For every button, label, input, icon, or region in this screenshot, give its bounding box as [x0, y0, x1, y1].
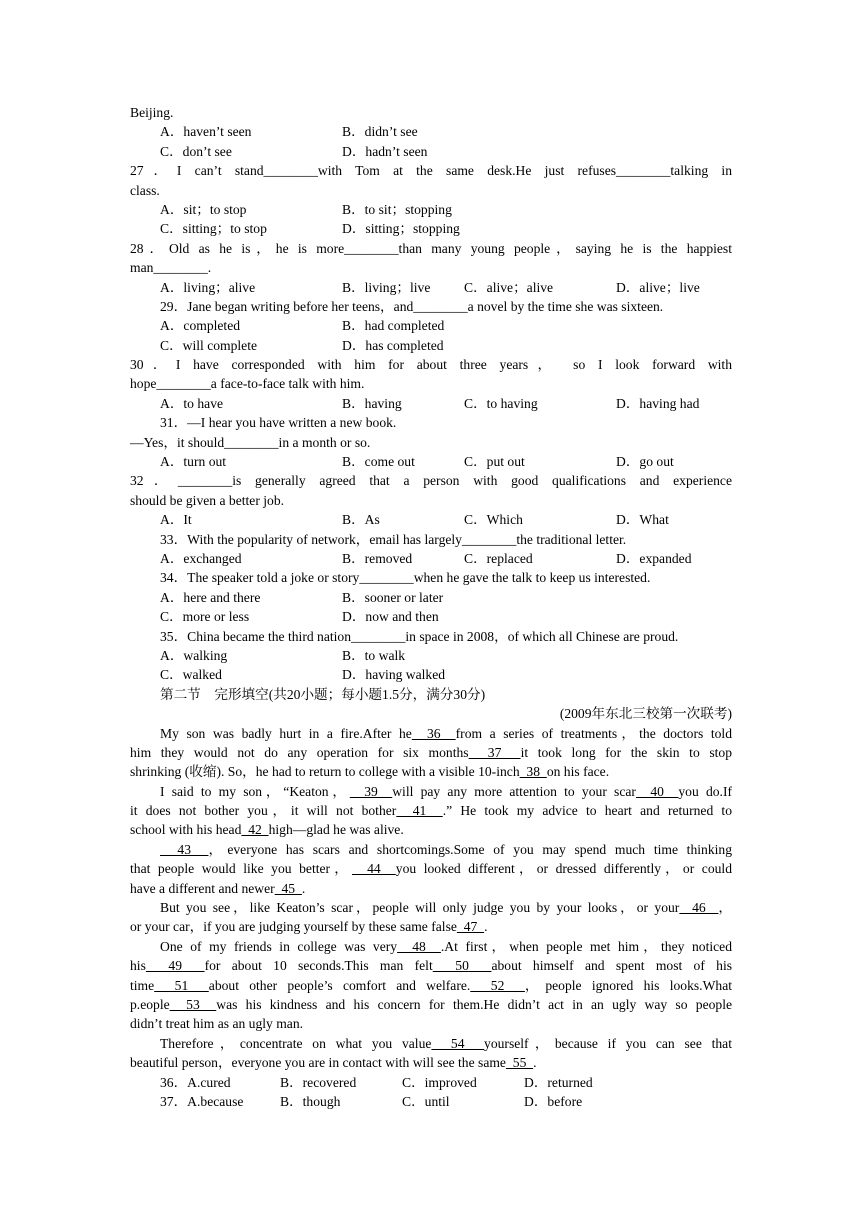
option-text: 37．A.because [160, 1093, 244, 1109]
source-note: (2009年东北三校第一次联考) [559, 706, 732, 722]
text-line: 28．Old as he is，he is more________than many young people，saying he is the happiest [130, 240, 732, 256]
blank-number: 43 [160, 841, 209, 857]
option-text: A．exchanged [160, 550, 242, 566]
blank-number: 53 [169, 996, 217, 1012]
option-text: B．to walk [342, 647, 406, 663]
options-row [130, 219, 732, 238]
text-line: class. [130, 182, 160, 198]
option-text: B．to sit；stopping [342, 201, 452, 217]
blank-number: 40 [635, 783, 679, 799]
option-text: B．had completed [342, 318, 445, 334]
option-text: B．removed [342, 550, 413, 566]
option-text: B．didn’t see [342, 124, 418, 140]
options-row [130, 336, 732, 355]
options-row [130, 122, 732, 141]
options-row [130, 316, 732, 335]
option-text: C．to having [464, 395, 538, 411]
option-text: D．having had [616, 395, 700, 411]
text-line: 30．I have corresponded with him for about three years， so I look forward with [130, 357, 732, 373]
option-text: A．to have [160, 395, 224, 411]
option-text: D．now and then [342, 609, 439, 625]
option-text: B．recovered [280, 1074, 357, 1090]
option-text: B．come out [342, 454, 415, 470]
text-line: it does not bother you，it will not bother 41 .” He took my advice to heart and returned to [130, 803, 732, 819]
text-line: —Yes，it should________in a month or so. [130, 434, 371, 450]
option-text: D．having walked [342, 667, 446, 683]
option-text: D．returned [524, 1074, 593, 1090]
options-row [130, 588, 732, 607]
option-text: B．though [280, 1093, 341, 1109]
blank-number: 50 [432, 958, 492, 974]
option-text: B．having [342, 395, 402, 411]
question-line: 31．—I hear you have written a new book. [160, 415, 397, 431]
options-row [130, 510, 732, 529]
option-text: C．sitting；to stop [160, 221, 267, 237]
options-row [130, 665, 732, 684]
blank-number: 51 [154, 977, 209, 993]
option-text: A．living；alive [160, 279, 256, 295]
option-text: C．will complete [160, 337, 258, 353]
option-text: C．improved [402, 1074, 477, 1090]
blank-number: 55 [505, 1055, 534, 1071]
paragraph-line: I said to my son，“Keaton， 39 will pay any more attention to your scar 40 you do.If [160, 783, 732, 799]
text-line: 32．________is generally agreed that a person with good qualifications and experience [130, 473, 732, 489]
blank-number: 37 [468, 744, 521, 760]
text-line: Beijing. [130, 105, 174, 120]
option-text: D．hadn’t seen [342, 143, 428, 159]
option-text: C．alive；alive [464, 279, 554, 295]
blank-number: 54 [431, 1035, 485, 1051]
text-line: time 51 about other people’s comfort and welfare. 52 ，people ignored his looks.What [130, 977, 732, 993]
blank-number: 36 [411, 725, 456, 741]
question-line: 第二节 完形填空(共20小题；每小题1.5分，满分30分) [160, 686, 486, 702]
options-row [130, 1092, 732, 1111]
options-row [130, 549, 732, 568]
option-text: D．has completed [342, 337, 444, 353]
options-row [130, 394, 732, 413]
options-row [130, 142, 732, 161]
options-row [130, 452, 732, 471]
option-text: B．sooner or later [342, 589, 444, 605]
question-line: 35．China became the third nation________in space in 2008，of which all Chinese are proud. [160, 628, 679, 644]
blank-number: 44 [351, 861, 396, 877]
paragraph-line: 43 ，everyone has scars and shortcomings.Some of you may spend much time thinking [160, 841, 732, 857]
question-line: 34．The speaker told a joke or story________when he gave the talk to keep us interested. [160, 570, 651, 586]
option-text: A．completed [160, 318, 241, 334]
text-line: man________. [130, 260, 212, 276]
blank-number: 45 [274, 880, 302, 896]
option-text: A．turn out [160, 454, 227, 470]
option-text: C．walked [160, 667, 222, 683]
option-text: 36．A.cured [160, 1074, 231, 1090]
option-text: A．walking [160, 647, 228, 663]
question-line: 33．With the popularity of network，email has largely________the traditional letter. [160, 531, 627, 547]
text-line: that people would like you better， 44 you looked different，or dressed differently，or could [130, 861, 732, 877]
option-text: C．put out [464, 454, 525, 470]
text-line: his 49 for about 10 seconds.This man felt 50 about himself and spent most of his [130, 958, 732, 974]
option-text: A．It [160, 512, 192, 528]
blank-number: 39 [349, 783, 393, 799]
question-line: 29．Jane began writing before her teens，and________a novel by the time she was sixteen. [160, 298, 664, 314]
option-text: D．before [524, 1093, 583, 1109]
paragraph-line: My son was badly hurt in a fire.After he 36 from a series of treatments，the doctors told [160, 725, 732, 741]
option-text: C．Which [464, 512, 523, 528]
text-line: school with his head 42 high—glad he was alive. [130, 822, 404, 838]
paragraph-line: But you see，like Keaton’s scar，people will only judge you by your looks，or your 46 ， [160, 900, 732, 916]
text-line: him they would not do any operation for six months 37 it took long for the skin to stop [130, 744, 732, 760]
blank-number: 42 [241, 822, 269, 838]
text-line: 27．I can’t stand________with Tom at the same desk.He just refuses________talking in [130, 163, 732, 179]
option-text: D．go out [616, 454, 674, 470]
option-text: D．What [616, 512, 669, 528]
text-line: beautiful person，everyone you are in contact with will see the same 55 . [130, 1055, 537, 1071]
options-row [130, 278, 732, 297]
blank-number: 46 [679, 900, 719, 916]
option-text: C．until [402, 1093, 450, 1109]
blank-number: 47 [456, 919, 485, 935]
option-text: C．replaced [464, 550, 533, 566]
option-text: B．living；live [342, 279, 431, 295]
text-line: have a different and newer 45 . [130, 880, 306, 896]
blank-number: 49 [145, 958, 205, 974]
option-text: D．alive；live [616, 279, 700, 295]
blank-number: 41 [396, 803, 443, 819]
text-line: or your car，if you are judging yourself by these same false 47 . [130, 919, 488, 935]
blank-number: 38 [519, 764, 547, 780]
option-text: A．here and there [160, 589, 261, 605]
option-text: B．As [342, 512, 380, 528]
option-text: C．more or less [160, 609, 250, 625]
options-row [130, 200, 732, 219]
option-text: C．don’t see [160, 143, 232, 159]
options-row [130, 646, 732, 665]
text-line: p.eople 53 was his kindness and his concern for them.He didn’t act in an ugly way so people [130, 996, 732, 1012]
option-text: A．haven’t seen [160, 124, 252, 140]
paragraph-line: One of my friends in college was very 48 .At first，when people met him，they noticed [160, 938, 732, 954]
options-row [130, 607, 732, 626]
option-text: D．sitting；stopping [342, 221, 460, 237]
text-line: hope________a face-to-face talk with him. [130, 376, 365, 392]
options-row [130, 1073, 732, 1092]
option-text: D．expanded [616, 550, 692, 566]
text-line: shrinking (收缩). So，he had to return to college with a visible 10-inch 38 on his face. [130, 764, 610, 780]
blank-number: 48 [397, 938, 441, 954]
blank-number: 52 [470, 977, 525, 993]
option-text: A．sit；to stop [160, 201, 247, 217]
text-line: didn’t treat him as an ugly man. [130, 1016, 304, 1032]
text-line: should be given a better job. [130, 492, 285, 508]
exam-page [130, 103, 732, 1111]
paragraph-line: Therefore，concentrate on what you value 54 yourself，because if you can see that [160, 1035, 732, 1051]
